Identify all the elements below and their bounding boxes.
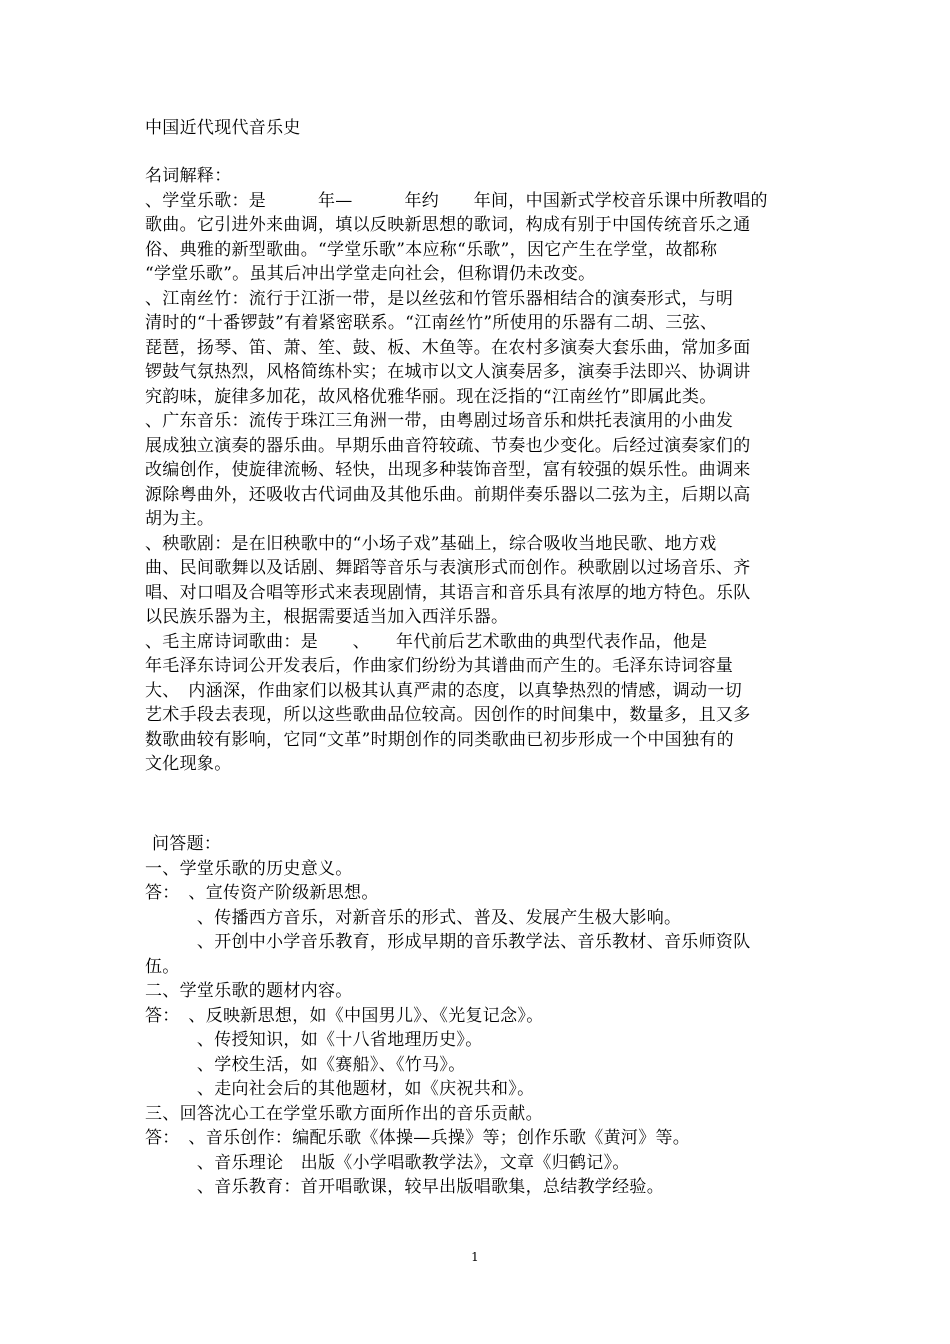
definitions-line: 数歌曲较有影响，它同“文革”时期创作的同类歌曲已初步形成一个中国独有的 xyxy=(145,730,734,750)
qa-line: 二、学堂乐歌的题材内容。 xyxy=(145,981,353,1001)
qa-line: 答： 、宣传资产阶级新思想。 xyxy=(145,883,379,903)
definitions-line: 歌曲。它引进外来曲调，填以反映新思想的歌词，构成有别于中国传统音乐之通 xyxy=(145,215,751,235)
definitions-line: 琵琶，扬琴、笛、萧、笙、鼓、板、木鱼等。在农村多演奏大套乐曲，常加多面 xyxy=(145,338,751,358)
definitions-line: 以民族乐器为主，根据需要适当加入西洋乐器。 xyxy=(145,607,509,627)
definitions-line: 究韵味，旋律多加花，故风格优雅华丽。现在泛指的“江南丝竹”即属此类。 xyxy=(145,387,717,407)
definitions-line: 俗、典雅的新型歌曲。“学堂乐歌”本应称“乐歌”，因它产生在学堂，故都称 xyxy=(145,240,718,260)
qa-heading: 问答题： xyxy=(152,834,222,854)
definitions-line: 、秧歌剧：是在旧秧歌中的“小场子戏”基础上，综合吸收当地民歌、地方戏 xyxy=(145,534,717,554)
qa-line: 、音乐理论 出版《小学唱歌教学法》，文章《归鹤记》。 xyxy=(145,1153,630,1173)
definitions-line: 清时的“十番锣鼓”有着紧密联系。“江南丝竹”所使用的乐器有二胡、三弦、 xyxy=(145,313,718,333)
qa-line: 一、学堂乐歌的历史意义。 xyxy=(145,859,353,879)
document-title: 中国近代现代音乐史 xyxy=(145,118,301,138)
qa-line: 、学校生活，如《赛船》、《竹马》。 xyxy=(145,1055,466,1075)
definitions-line: 展成独立演奏的器乐曲。早期乐曲音符较疏、节奏也少变化。后经过演奏家们的 xyxy=(145,436,751,456)
definitions-line: 、江南丝竹：流行于江浙一带，是以丝弦和竹管乐器相结合的演奏形式，与明 xyxy=(145,289,734,309)
definitions-line: 、广东音乐：流传于珠江三角洲一带，由粤剧过场音乐和烘托表演用的小曲发 xyxy=(145,411,734,431)
definitions-line: 艺术手段去表现，所以这些歌曲品位较高。因创作的时间集中，数量多，且又多 xyxy=(145,705,751,725)
definitions-line: 锣鼓气氛热烈，风格简练朴实；在城市以文人演奏居多，演奏手法即兴、协调讲 xyxy=(145,362,751,382)
definitions-line: 曲、民间歌舞以及话剧、舞蹈等音乐与表演形式而创作。秧歌剧以过场音乐、齐 xyxy=(145,558,751,578)
page-number: 1 xyxy=(471,1250,479,1264)
qa-line: 答： 、反映新思想，如《中国男儿》、《光复记念》。 xyxy=(145,1006,544,1026)
definitions-line: 胡为主。 xyxy=(145,509,215,529)
definitions-line: 改编创作，使旋律流畅、轻快，出现多种装饰音型，富有较强的娱乐性。曲调来 xyxy=(145,460,751,480)
definitions-line: 、毛主席诗词歌曲：是 、 年代前后艺术歌曲的典型代表作品，他是 xyxy=(145,632,708,652)
qa-line: 、走向社会后的其他题材，如《庆祝共和》。 xyxy=(145,1079,535,1099)
definitions-line: 年毛泽东诗词公开发表后，作曲家们纷纷为其谱曲而产生的。毛泽东诗词容量 xyxy=(145,656,734,676)
qa-line: 三、回答沈心工在学堂乐歌方面所作出的音乐贡献。 xyxy=(145,1104,543,1124)
definitions-line: 、学堂乐歌：是 年— 年约 年间，中国新式学校音乐课中所教唱的 xyxy=(145,191,768,211)
qa-line: 、传播西方音乐，对新音乐的形式、普及、发展产生极大影响。 xyxy=(145,908,682,928)
definitions-line: 文化现象。 xyxy=(145,754,232,774)
qa-line: 答： 、音乐创作：编配乐歌《体操—兵操》等；创作乐歌《黄河》等。 xyxy=(145,1128,691,1148)
qa-line: 、传授知识，如《十八省地理历史》。 xyxy=(145,1030,483,1050)
definitions-line: 唱、对口唱及合唱等形式来表现剧情，其语言和音乐具有浓厚的地方特色。乐队 xyxy=(145,583,751,603)
definitions-heading: 名词解释： xyxy=(145,166,232,186)
definitions-line: “学堂乐歌”。虽其后冲出学堂走向社会，但称谓仍未改变。 xyxy=(145,264,596,284)
definitions-line: 大、 内涵深，作曲家们以极其认真严肃的态度，以真挚热烈的情感，调动一切 xyxy=(145,681,742,701)
qa-line: 、音乐教育：首开唱歌课，较早出版唱歌集，总结教学经验。 xyxy=(145,1177,664,1197)
definitions-line: 源除粤曲外，还吸收古代词曲及其他乐曲。前期伴奏乐器以二弦为主，后期以高 xyxy=(145,485,751,505)
qa-line: 、开创中小学音乐教育，形成早期的音乐教学法、音乐教材、音乐师资队 xyxy=(145,932,751,952)
qa-line: 伍。 xyxy=(145,957,180,977)
